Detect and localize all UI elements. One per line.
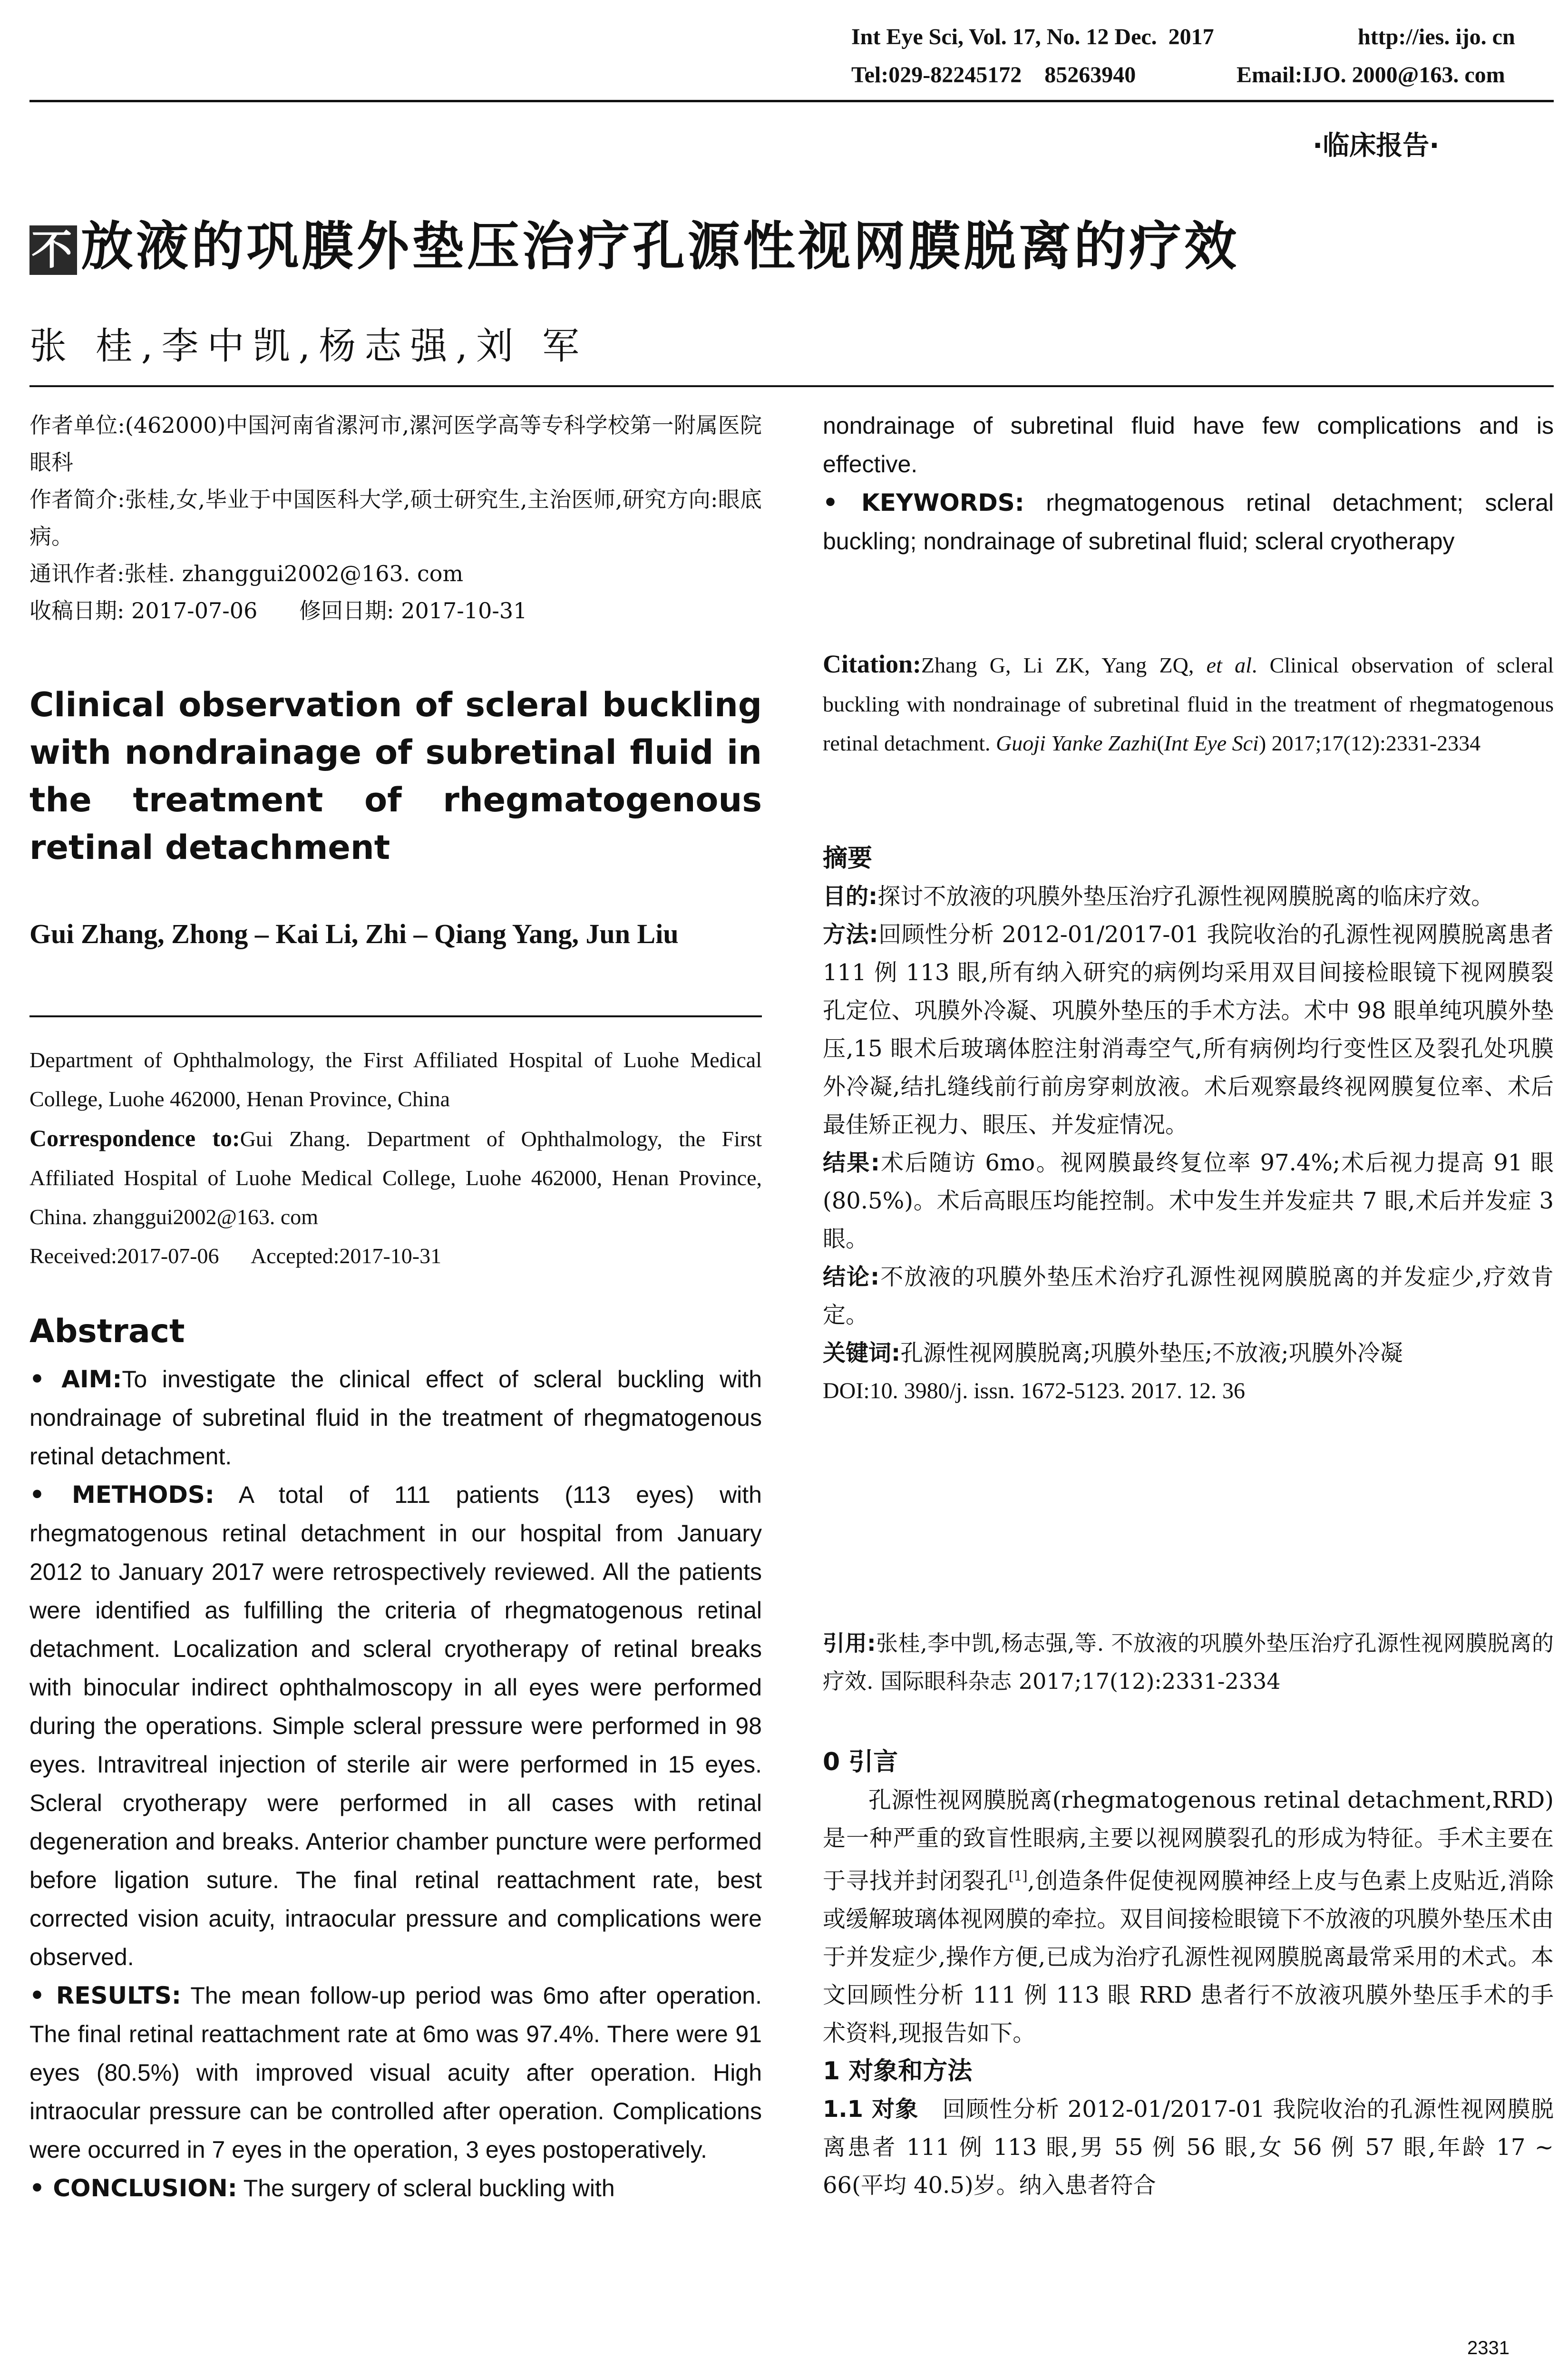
methods-label: • METHODS: [29,1481,214,1509]
keywords-text: rhegmatogenous retinal detachment; scleral buckling; nondrainage of subretinal fluid; scleral cryotherapy [823,489,1554,555]
citation-label: Citation: [823,650,921,678]
aim-text: To investigate the clinical effect of scleral buckling with nondrainage of subretinal fluid in the treatment of rhegmatogenous retinal detachment. [29,1366,762,1470]
abstract-cn [823,839,1554,1410]
abstract-cn-results [823,1144,1554,1258]
abstract-en-continued [823,407,1554,561]
affiliation-en [29,1041,762,1276]
corr-label: Correspondence to: [29,1125,240,1151]
abstract-cn-keywords [823,1334,1554,1372]
keywords-cn-label: 关键词: [823,1340,901,1366]
affil-author-bio: 作者简介:张桂,女,毕业于中国医科大学,硕士研究生,主治医师,研究方向:眼底病。 [29,487,762,549]
doi[interactable]: DOI:10. 3980/j. issn. 1672-5123. 2017. 12. 36 [823,1378,1245,1403]
affil-unit: 作者单位:(462000)中国河南省漯河市,漯河医学高等专科学校第一附属医院眼科 [29,412,762,475]
authors-en: Gui Zhang, Zhong – Kai Li, Zhi – Qiang Yang, Jun Liu [29,918,679,949]
header-rule [29,100,1554,102]
journal-tel: Tel:029-82245172 85263940 [851,62,1136,88]
results-cn-label: 结果: [823,1150,880,1176]
methods-text: A total of 111 patients (113 eyes) with rhegmatogenous retinal detachment in our hospital from January 2012 to January 2017 were retrospectively reviewed. All the patients were identified as fulfilling the criteria of rhegmatogenous retinal detachment. Localization and scleral cryotherapy of retinal breaks with binocular indirect ophthalmoscopy in all eyes were performed during the operations. Simple scleral pressure were performed in 98 eyes. Intravitreal injection of sterile air were performed in 15 eyes. Scleral cryotherapy were performed in all cases with retinal degeneration and breaks. Anterior chamber puncture were performed before ligation suture. The final retinal reattachment rate, best corrected vision acuity, intraocular pressure and complications were observed. [29,1481,762,1970]
results-cn-text: 术后随访 6mo。视网膜最终复位率 97.4%;术后视力提高 91 眼(80.5%)。术后高眼压均能控制。术中发生并发症共 7 眼,术后并发症 3 眼。 [823,1150,1554,1252]
aim-cn-text: 探讨不放液的巩膜外垫压治疗孔源性视网膜脱离的临床疗效。 [877,883,1494,910]
citation-title: . Clinical observation of scleral buckling with nondrainage of subretinal fluid in the treatment of rhegmatogenous retinal detachment. [823,653,1554,755]
affil-dates: 收稿日期: 2017-07-06 修回日期: 2017-10-31 [29,598,527,623]
corr-text: Gui Zhang. Department of Ophthalmology, the First Affiliated Hospital of Luohe Medical College, Luohe 462000, Henan Province, China. zhanggui2002@163. com [29,1127,762,1229]
citation-journal-en: Int Eye Sci [1164,731,1259,755]
title-cn-text: 放液的巩膜外垫压治疗孔源性视网膜脱离的疗效 [81,216,1239,277]
citation-authors: Zhang G, Li ZK, Yang ZQ, [921,653,1207,677]
intro-text-a: 孔源性视网膜脱离(rhegmatogenous retinal detachment,RRD)是一种严重的致盲性眼病,主要以视网膜裂孔的形成为特征。手术主要在于寻找并封闭裂孔 [823,1787,1554,1894]
conclusion-continued: nondrainage of subretinal fluid have few complications and is effective. [823,412,1554,477]
citation-volume: ) 2017;17(12):2331-2334 [1258,731,1481,755]
intro-heading: 0 引言 [823,1748,898,1776]
title-rule [29,385,1554,387]
introduction [823,1743,1554,2204]
citation-en [823,644,1554,763]
conclusion-label: • CONCLUSION: [29,2174,237,2202]
abstract-keywords [823,484,1554,561]
affil-corresponding: 通讯作者:张桂. zhanggui2002@163. com [29,561,464,586]
keywords-cn-text: 孔源性视网膜脱离;巩膜外垫压;不放液;巩膜外冷凝 [900,1340,1403,1366]
results-label: • RESULTS: [29,1982,181,2009]
affil-en-dates: Received:2017-07-06 Accepted:2017-10-31 [29,1244,442,1268]
conclusion-text-a: The surgery of scleral buckling with [243,2175,615,2202]
methods-sub-label: 1.1 对象 [823,2096,919,2123]
citation-journal: Guoji Yanke Zazhi [996,731,1157,755]
citation-cn-label: 引用: [823,1630,876,1656]
title-box-char: 不 [29,225,77,275]
keywords-label: • KEYWORDS: [823,489,1024,516]
abstract-cn-aim [823,877,1554,916]
abstract-results [29,1977,762,2169]
abstract-aim [29,1360,762,1476]
conclusion-cn-text: 不放液的巩膜外垫压术治疗孔源性视网膜脱离的并发症少,疗效肯定。 [823,1264,1554,1328]
conclusion-cn-label: 结论: [823,1264,880,1290]
section-tag: ·临床报告· [1313,130,1440,161]
intro-ref[interactable]: [1] [1008,1868,1028,1884]
intro-text-b: ,创造条件促使视网膜神经上皮与色素上皮贴近,消除或缓解玻璃体视网膜的牵拉。双目间接检眼镜下不放液的巩膜外垫压术由于并发症少,操作方便,已成为治疗孔源性视网膜脱离最常采用的术式。本文回顾性分析 111 例 113 眼 RRD 患者行不放液巩膜外垫压手术的手术资料,现报告如下。 [823,1868,1554,2046]
citation-paren: ( [1157,731,1164,755]
abstract-methods [29,1476,762,1977]
aim-cn-label: 目的: [823,883,878,910]
journal-email[interactable]: Email:IJO. 2000@163. com [1237,62,1505,88]
methods-sub-text: 回顾性分析 2012-01/2017-01 我院收治的孔源性视网膜脱离患者 111 例 113 眼,男 55 例 56 眼,女 56 例 57 眼,年龄 17 ~ 66(平均 40.5)岁。纳入患者符合 [823,2096,1554,2199]
methods-cn-label: 方法: [823,921,878,948]
methods-cn-text: 回顾性分析 2012-01/2017-01 我院收治的孔源性视网膜脱离患者 111 例 113 眼,所有纳入研究的病例均采用双目间接检眼镜下视网膜裂孔定位、巩膜外冷凝、巩膜外垫压的手术方法。术中 98 眼单纯巩膜外垫压,15 眼术后玻璃体腔注射消毒空气,所有病例均行变性区及裂孔处巩膜外冷凝,结扎缝线前行前房穿刺放液。术后观察最终视网膜复位率、术后最佳矫正视力、眼压、并发症情况。 [823,921,1554,1138]
affiliation-cn [29,407,762,629]
intro-paragraph [823,1781,1554,2052]
aim-label: • AIM: [29,1365,122,1393]
affil-en-dept: Department of Ophthalmology, the First Affiliated Hospital of Luohe Medical College, Luohe 462000, Henan Province, China [29,1048,762,1111]
abstract-conclusion [29,2169,762,2208]
methods-subject [823,2090,1554,2204]
paper-title-cn [29,205,1239,280]
abstract-cn-conclusion [823,1258,1554,1334]
citation-cn [823,1624,1554,1700]
citation-etal: et al [1206,653,1252,677]
authors-rule [29,1015,762,1017]
abstract-en-body [29,1360,762,2208]
citation-cn-text: 张桂,李中凯,杨志强,等. 不放液的巩膜外垫压治疗孔源性视网膜脱离的疗效. 国际眼科杂志 2017;17(12):2331-2334 [823,1630,1554,1694]
results-text: The mean follow-up period was 6mo after operation. The final retinal reattachment rate at 6mo was 97.4%. There were 91 eyes (80.5%) with improved visual acuity after operation. High intraocular pressure can be controlled after operation. Complications were occurred in 7 eyes in the operation, 3 eyes postoperatively. [29,1982,762,2163]
page-number: 2331 [1467,2338,1510,2358]
journal-url[interactable]: http://ies. ijo. cn [1358,24,1515,49]
paper-title-en: Clinical observation of scleral buckling with nondrainage of subretinal fluid in the treatment of rhegmatogenous retinal detachment [29,685,762,867]
authors-cn: 张 桂,李中凯,杨志强,刘 军 [29,325,588,368]
journal-info: Int Eye Sci, Vol. 17, No. 12 Dec. 2017 [851,24,1214,49]
abstract-cn-methods [823,916,1554,1144]
abstract-cn-heading: 摘要 [823,844,873,873]
methods-heading: 1 对象和方法 [823,2057,973,2085]
affil-en-correspondence [29,1119,762,1237]
abstract-heading: Abstract [29,1313,185,1350]
